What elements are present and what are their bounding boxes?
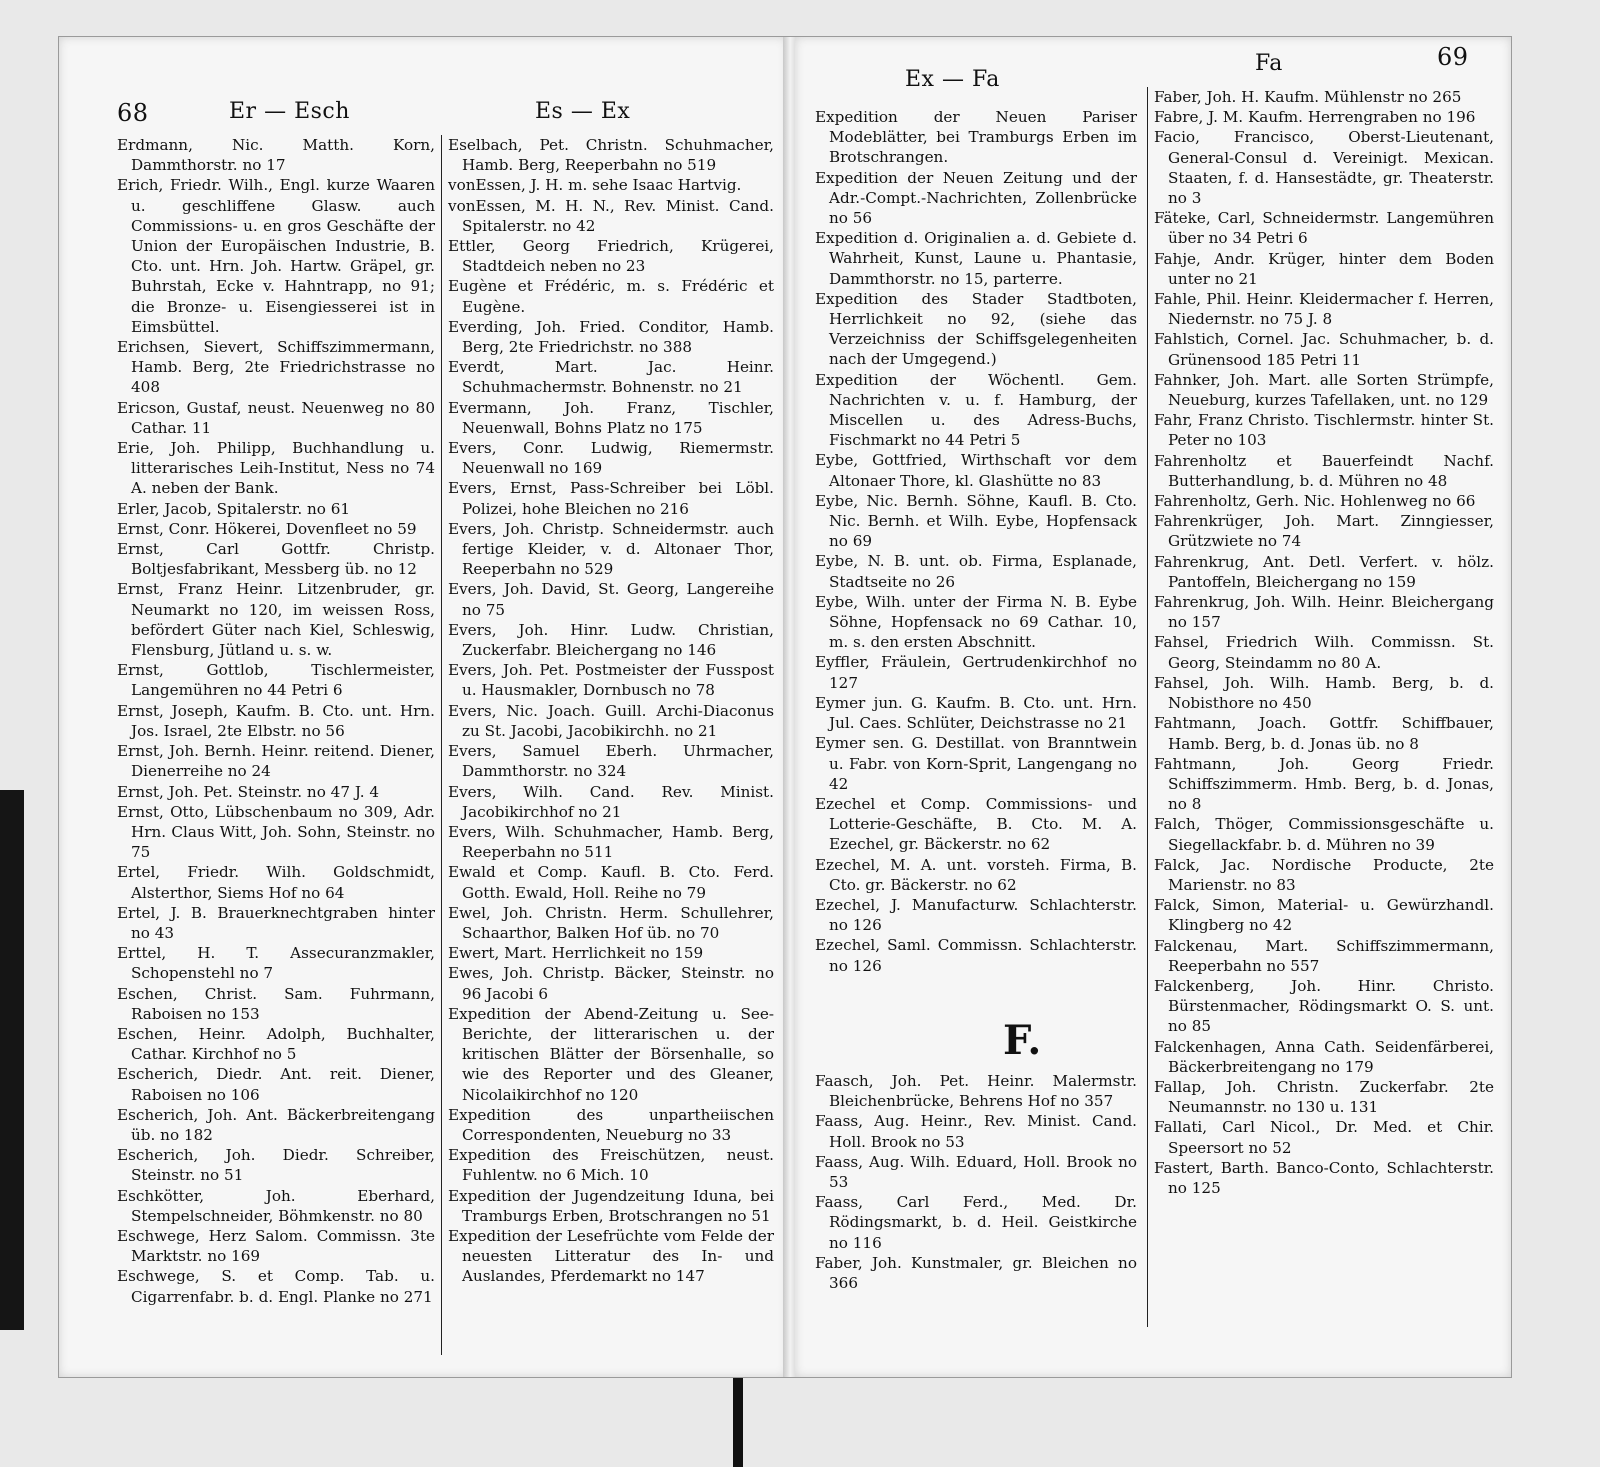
- directory-entry: Erttel, H. T. Assecuranzmakler, Schopenstehl no 7: [117, 944, 435, 983]
- directory-entry: Ewes, Joh. Christp. Bäcker, Steinstr. no 96 Jacobi 6: [448, 964, 774, 1003]
- directory-entry: Eschkötter, Joh. Eberhard, Stempelschneider, Böhmkenstr. no 80: [117, 1186, 435, 1225]
- directory-entry: Ernst, Franz Heinr. Litzenbruder, gr. Neumarkt no 120, im weissen Ross, befördert Güter nach Kiel, Schleswig, Flensburg, Jütland u. s. w.: [117, 580, 435, 660]
- directory-entry: Falckenberg, Joh. Hinr. Christo. Bürstenmacher, Rödingsmarkt O. S. unt. no 85: [1154, 976, 1494, 1036]
- directory-entry: Erie, Joh. Philipp, Buchhandlung u. litterarisches Leih-Institut, Ness no 74 A. neben der Bank.: [117, 439, 435, 498]
- directory-entry: Escherich, Joh. Ant. Bäckerbreitengang üb. no 182: [117, 1105, 435, 1144]
- right-page: [795, 37, 1511, 1377]
- directory-entry: Ernst, Otto, Lübschenbaum no 309, Adr. Hrn. Claus Witt, Joh. Sohn, Steinstr. no 75: [117, 802, 435, 862]
- directory-entry: Eyffler, Fräulein, Gertrudenkirchhof no 127: [815, 653, 1137, 692]
- directory-entry: Eybe, N. B. unt. ob. Firma, Esplanade, Stadtseite no 26: [815, 552, 1137, 591]
- directory-entry: Eybe, Gottfried, Wirthschaft vor dem Altonaer Thore, kl. Glashütte no 83: [815, 451, 1137, 490]
- directory-entry: vonEssen, M. H. N., Rev. Minist. Cand. Spitalerstr. no 42: [448, 196, 774, 235]
- directory-entry: Ewald et Comp. Kaufl. B. Cto. Ferd. Gotth. Ewald, Holl. Reihe no 79: [448, 863, 774, 902]
- directory-entry: Escherich, Joh. Diedr. Schreiber, Steinstr. no 51: [117, 1146, 435, 1185]
- directory-entry: Eschwege, Herz Salom. Commissn. 3te Marktstr. no 169: [117, 1226, 435, 1266]
- directory-entry: Expedition des Stader Stadtboten, Herrlichkeit no 92, (siehe das Verzeichniss der Schiffsgelegenheiten nach der Umgegend.): [815, 289, 1137, 369]
- directory-entry: Eugène et Frédéric, m. s. Frédéric et Eugène.: [448, 277, 774, 316]
- directory-entry: Falch, Thöger, Commissionsgeschäfte u. Siegellackfabr. b. d. Mühren no 39: [1154, 815, 1494, 854]
- directory-entry: Ezechel, J. Manufacturw. Schlachterstr. no 126: [815, 895, 1137, 935]
- directory-entry: Ernst, Joh. Pet. Steinstr. no 47 J. 4: [117, 782, 380, 801]
- directory-entry: Evers, Joh. David, St. Georg, Langereihe no 75: [448, 580, 774, 619]
- directory-entry: Evermann, Joh. Franz, Tischler, Neuenwall, Bohns Platz no 175: [448, 398, 774, 437]
- directory-entry: Fahtmann, Joach. Gottfr. Schiffbauer, Hamb. Berg, b. d. Jonas üb. no 8: [1154, 714, 1494, 753]
- directory-entry: Ertel, J. B. Brauerknechtgraben hinter no 43: [117, 903, 435, 942]
- directory-entry: Ernst, Joh. Bernh. Heinr. reitend. Diener, Dienerreihe no 24: [117, 742, 435, 781]
- directory-entry: Fahlstich, Cornel. Jac. Schuhmacher, b. d. Grünensood 185 Petri 11: [1154, 330, 1494, 369]
- directory-entry: Erich, Friedr. Wilh., Engl. kurze Waaren u. geschliffene Glasw. auch Commissions- u. en gros Geschäfte der Union der Europäischen Industrie, B. Cto. unt. Hrn. Joh. Hartw. Gräpel, gr. Buhrstah, Ecke v. Hahntrapp, no 91; die Bronze- u. Eisengiesserei ist in Eimsbüttel.: [117, 176, 435, 336]
- directory-entry: Eschen, Heinr. Adolph, Buchhalter, Cathar. Kirchhof no 5: [117, 1024, 435, 1064]
- directory-entry: Eybe, Nic. Bernh. Söhne, Kaufl. B. Cto. Nic. Bernh. et Wilh. Eybe, Hopfensack no 69: [815, 491, 1137, 551]
- directory-entry: Evers, Wilh. Schuhmacher, Hamb. Berg, Reeperbahn no 511: [448, 822, 774, 862]
- directory-entry: Expedition der Neuen Pariser Modeblätter, bei Tramburgs Erben im Brotschrangen.: [815, 108, 1137, 167]
- directory-entry: Fallati, Carl Nicol., Dr. Med. et Chir. Speersort no 52: [1154, 1118, 1494, 1157]
- book-spread: [58, 36, 1512, 1378]
- left-running-head-1: Er — Esch: [229, 99, 350, 124]
- directory-entry: Fahnker, Joh. Mart. alle Sorten Strümpfe, Neueburg, kurzes Tafellaken, unt. no 129: [1154, 370, 1494, 410]
- directory-entry: Falckenau, Mart. Schiffszimmermann, Reeperbahn no 557: [1154, 936, 1494, 975]
- directory-entry: Falckenhagen, Anna Cath. Seidenfärberei, Bäckerbreitengang no 179: [1154, 1037, 1494, 1076]
- side-watermark-strip: [0, 790, 24, 1330]
- directory-entry: Fahrenkrüger, Joh. Mart. Zinngiesser, Grützwiete no 74: [1154, 512, 1494, 551]
- right-page-number: 69: [1437, 43, 1469, 71]
- directory-entry: Faass, Aug. Wilh. Eduard, Holl. Brook no 53: [815, 1152, 1137, 1192]
- directory-entry: Evers, Conr. Ludwig, Riemermstr. Neuenwall no 169: [448, 439, 774, 478]
- directory-entry: Falck, Jac. Nordische Producte, 2te Marienstr. no 83: [1154, 855, 1494, 894]
- directory-entry: Fahsel, Joh. Wilh. Hamb. Berg, b. d. Nobisthore no 450: [1154, 673, 1494, 713]
- directory-entry: Ernst, Joseph, Kaufm. B. Cto. unt. Hrn. Jos. Israel, 2te Elbstr. no 56: [117, 701, 435, 740]
- directory-entry: Fallap, Joh. Christn. Zuckerfabr. 2te Neumannstr. no 130 u. 131: [1154, 1077, 1494, 1117]
- left-column-2: [441, 135, 774, 1355]
- directory-entry: Expedition d. Originalien a. d. Gebiete d. Wahrheit, Kunst, Laune u. Phantasie, Dammthorstr. no 15, parterre.: [815, 229, 1137, 288]
- directory-entry: Erdmann, Nic. Matth. Korn, Dammthorstr. no 17: [117, 136, 435, 175]
- directory-entry: Ewel, Joh. Christn. Herm. Schullehrer, Schaarthor, Balken Hof üb. no 70: [448, 903, 774, 942]
- directory-entry: Faass, Aug. Heinr., Rev. Minist. Cand. Holl. Brook no 53: [815, 1112, 1137, 1151]
- right-running-head-2: Fa: [1255, 51, 1283, 76]
- directory-entry: Expedition des unpartheiischen Correspondenten, Neueburg no 33: [448, 1105, 774, 1144]
- directory-entry: Expedition der Neuen Zeitung und der Adr.-Compt.-Nachrichten, Zollenbrücke no 56: [815, 168, 1137, 228]
- directory-entry: Fahle, Phil. Heinr. Kleidermacher f. Herren, Niedernstr. no 75 J. 8: [1154, 290, 1494, 329]
- directory-entry: Ezechel, Saml. Commissn. Schlachterstr. no 126: [815, 936, 1137, 975]
- directory-entry: Fahje, Andr. Krüger, hinter dem Boden unter no 21: [1154, 249, 1494, 288]
- directory-entry: Fahrenholtz et Bauerfeindt Nachf. Butterhandlung, b. d. Mühren no 48: [1154, 451, 1494, 490]
- directory-entry: Erler, Jacob, Spitalerstr. no 61: [117, 499, 351, 518]
- left-column-1: [117, 135, 435, 1355]
- directory-entry: Expedition der Wöchentl. Gem. Nachrichten v. u. f. Hamburg, der Miscellen u. des Adress-Buchs, Fischmarkt no 44 Petri 5: [815, 370, 1137, 450]
- directory-entry: Fabre, J. M. Kaufm. Herrengraben no 196: [1154, 108, 1476, 127]
- directory-entry: Erichsen, Sievert, Schiffszimmermann, Hamb. Berg, 2te Friedrichstrasse no 408: [117, 338, 435, 397]
- directory-entry: Ertel, Friedr. Wilh. Goldschmidt, Alsterthor, Siems Hof no 64: [117, 863, 435, 902]
- directory-entry: Faber, Joh. H. Kaufm. Mühlenstr no 265: [1154, 88, 1462, 106]
- directory-entry: Fäteke, Carl, Schneidermstr. Langemühren über no 34 Petri 6: [1154, 209, 1494, 248]
- directory-entry: Fahrenholtz, Gerh. Nic. Hohlenweg no 66: [1154, 492, 1476, 511]
- directory-entry: Fahr, Franz Christo. Tischlermstr. hinter St. Peter no 103: [1154, 411, 1494, 450]
- directory-entry: Eybe, Wilh. unter der Firma N. B. Eybe Söhne, Hopfensack no 69 Cathar. 10, m. s. den ersten Abschnitt.: [815, 592, 1137, 652]
- directory-entry: Evers, Joh. Hinr. Ludw. Christian, Zuckerfabr. Bleichergang no 146: [448, 620, 774, 660]
- directory-entry: Expedition des Freischützen, neust. Fuhlentw. no 6 Mich. 10: [448, 1146, 774, 1185]
- directory-entry: Eymer jun. G. Kaufm. B. Cto. unt. Hrn. Jul. Caes. Schlüter, Deichstrasse no 21: [815, 693, 1137, 733]
- directory-entry: Evers, Joh. Pet. Postmeister der Fusspost u. Hausmakler, Dornbusch no 78: [448, 661, 774, 700]
- directory-entry: Everding, Joh. Fried. Conditor, Hamb. Berg, 2te Friedrichstr. no 388: [448, 317, 774, 357]
- directory-entry: Ericson, Gustaf, neust. Neuenweg no 80 Cathar. 11: [117, 398, 435, 437]
- directory-entry: Expedition der Lesefrüchte vom Felde der neuesten Litteratur des In- und Auslandes, Pferdemarkt no 147: [448, 1226, 774, 1286]
- right-column-1: [815, 107, 1137, 987]
- section-letter: F.: [1003, 1017, 1042, 1064]
- directory-entry: Evers, Ernst, Pass-Schreiber bei Löbl. Polizei, hohe Bleichen no 216: [448, 479, 774, 518]
- directory-entry: Faasch, Joh. Pet. Heinr. Malermstr. Bleichenbrücke, Behrens Hof no 357: [815, 1072, 1137, 1111]
- directory-entry: Facio, Francisco, Oberst-Lieutenant, General-Consul d. Vereinigt. Mexican. Staaten, f. d. Hansestädte, gr. Theaterstr. no 3: [1154, 128, 1494, 208]
- directory-entry: Eschwege, S. et Comp. Tab. u. Cigarrenfabr. b. d. Engl. Planke no 271: [117, 1267, 435, 1306]
- directory-entry: Expedition der Jugendzeitung Iduna, bei Tramburgs Erben, Brotschrangen no 51: [448, 1186, 774, 1225]
- right-running-head-1: Ex — Fa: [905, 67, 1000, 92]
- directory-entry: Evers, Nic. Joach. Guill. Archi-Diaconus zu St. Jacobi, Jacobikirchh. no 21: [448, 701, 774, 740]
- left-page: [59, 37, 787, 1377]
- directory-entry: Ettler, Georg Friedrich, Krügerei, Stadtdeich neben no 23: [448, 237, 774, 276]
- directory-entry: Evers, Wilh. Cand. Rev. Minist. Jacobikirchhof no 21: [448, 782, 774, 821]
- directory-entry: Fahrenkrug, Ant. Detl. Verfert. v. hölz. Pantoffeln, Bleichergang no 159: [1154, 552, 1494, 591]
- directory-entry: Eselbach, Pet. Christn. Schuhmacher, Hamb. Berg, Reeperbahn no 519: [448, 136, 774, 175]
- left-running-head-2: Es — Ex: [535, 99, 631, 124]
- directory-entry: Everdt, Mart. Jac. Heinr. Schuhmachermstr. Bohnenstr. no 21: [448, 358, 774, 397]
- directory-entry: Ewert, Mart. Herrlichkeit no 159: [448, 944, 704, 963]
- directory-entry: Ezechel, M. A. unt. vorsteh. Firma, B. Cto. gr. Bäckerstr. no 62: [815, 855, 1137, 894]
- directory-entry: Faber, Joh. Kunstmaler, gr. Bleichen no 366: [815, 1253, 1137, 1293]
- left-page-number: 68: [117, 99, 149, 127]
- directory-entry: Fahrenkrug, Joh. Wilh. Heinr. Bleichergang no 157: [1154, 593, 1494, 632]
- directory-entry: Ernst, Gottlob, Tischlermeister, Langemühren no 44 Petri 6: [117, 661, 435, 700]
- bookmark-ribbon: [733, 1378, 743, 1467]
- directory-entry: Faass, Carl Ferd., Med. Dr. Rödingsmarkt, b. d. Heil. Geistkirche no 116: [815, 1193, 1137, 1252]
- directory-entry: Ezechel et Comp. Commissions- und Lotterie-Geschäfte, B. Cto. M. A. Ezechel, gr. Bäckerstr. no 62: [815, 794, 1137, 854]
- directory-entry: vonEssen, J. H. m. sehe Isaac Hartvig.: [448, 176, 742, 195]
- right-column-2: [1147, 87, 1494, 1327]
- directory-entry: Eymer sen. G. Destillat. von Branntwein u. Fabr. von Korn-Sprit, Langengang no 42: [815, 734, 1137, 793]
- directory-entry: Fahtmann, Joh. Georg Friedr. Schiffszimmerm. Hmb. Berg, b. d. Jonas, no 8: [1154, 754, 1494, 814]
- directory-entry: Expedition der Abend-Zeitung u. See-Berichte, der litterarischen u. der kritischen Blätter der Börsenhalle, so wie des Reporter und des Gleaner, Nicolaikirchhof no 120: [448, 1004, 774, 1104]
- directory-entry: Eschen, Christ. Sam. Fuhrmann, Raboisen no 153: [117, 984, 435, 1023]
- directory-entry: Falck, Simon, Material- u. Gewürzhandl. Klingberg no 42: [1154, 896, 1494, 935]
- right-column-1-after-section: [815, 1071, 1137, 1321]
- directory-entry: Fahsel, Friedrich Wilh. Commissn. St. Georg, Steindamm no 80 A.: [1154, 633, 1494, 672]
- directory-entry: Escherich, Diedr. Ant. reit. Diener, Raboisen no 106: [117, 1065, 435, 1104]
- directory-entry: Fastert, Barth. Banco-Conto, Schlachterstr. no 125: [1154, 1158, 1494, 1197]
- directory-entry: Ernst, Carl Gottfr. Christp. Boltjesfabrikant, Messberg üb. no 12: [117, 540, 435, 579]
- directory-entry: Evers, Samuel Eberh. Uhrmacher, Dammthorstr. no 324: [448, 742, 774, 781]
- directory-entry: Evers, Joh. Christp. Schneidermstr. auch fertige Kleider, v. d. Altonaer Thor, Reeperbahn no 529: [448, 519, 774, 579]
- directory-entry: Ernst, Conr. Hökerei, Dovenfleet no 59: [117, 519, 417, 538]
